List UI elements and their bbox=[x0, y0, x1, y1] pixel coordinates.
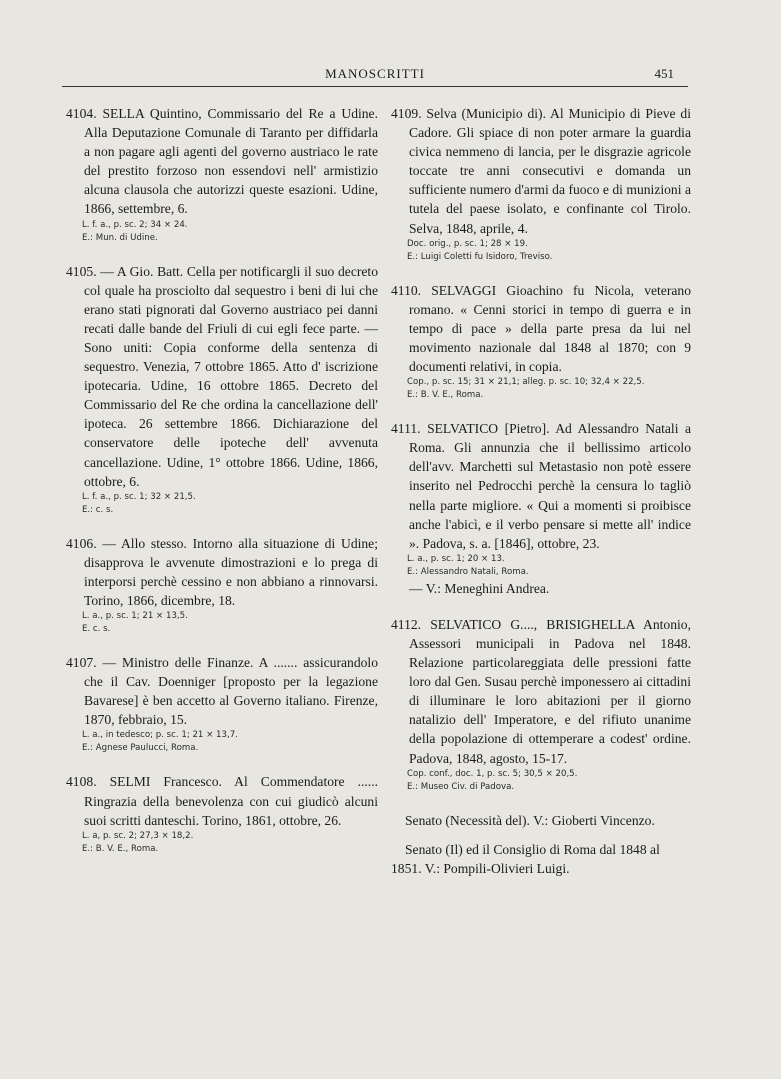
catalog-entry bbox=[66, 653, 378, 755]
catalog-entry bbox=[391, 615, 691, 794]
entry-text: 4110. SELVAGGI Gioachino fu Nicola, veterano romano. « Cenni storici in tempo di guerra e in tempo di pace » della parte presa da lui nel movimento nazionale dal 1848 al 1870; con 9 documenti relativi, in copia. bbox=[391, 282, 691, 375]
entry-text: 4107. — Ministro delle Finanze. A ....... assicurandolo che il Cav. Doenniger [proposto per la legazione Bavarese] è ben accetto al Governo italiano. Firenze, 1870, febbraio, 15. bbox=[66, 655, 378, 728]
catalog-entry bbox=[391, 281, 691, 402]
running-title: MANOSCRITTI bbox=[325, 66, 425, 81]
entry-text: 4109. Selva (Municipio di). Al Municipio di Pieve di Cadore. Gli spiace di non poter armare la guardia civica nemmeno di lancia, per le disgrazie agricole toccate tre anni consecutivi e domanda un sufficiente numero d'armi da fuoco e di munizioni a tutela del paese isolato, e confinante col Tirolo. Selva, 1848, aprile, 4. bbox=[391, 106, 691, 236]
entry-note: L. a., in tedesco; p. sc. 1; 21 × 13,7. bbox=[82, 730, 238, 741]
entry-text: 4108. SELMI Francesco. Al Commendatore ...... Ringrazia della benevolenza con cui giudicò alcuni suoi scritti danteschi. Torino, 1861, ottobre, 26. bbox=[66, 774, 378, 828]
catalog-entry bbox=[391, 419, 691, 598]
catalog-entry bbox=[66, 772, 378, 855]
cross-reference: Senato (Il) ed il Consiglio di Roma dal 1848 al 1851. V.: Pompili-Olivieri Luigi. bbox=[391, 841, 660, 876]
entry-note: Cop. conf., doc. 1, p. sc. 5; 30,5 × 20,5. bbox=[407, 768, 578, 779]
entry-text: 4106. — Allo stesso. Intorno alla situazione di Udine; disapprova le avvenute dimostrazioni e lo prega di interporsi perchè cessino e non abbiano a rinnovarsi. Torino, 1866, dicembre, 18. bbox=[66, 535, 378, 608]
entry-note: E.: Mun. di Udine. bbox=[82, 232, 158, 243]
entry-text: 4105. — A Gio. Batt. Cella per notificargli il suo decreto col quale ha prosciolto dal sequestro i beni di lui che erano stati pignorati dal Governo austriaco pei danni recati dalle bande del Friuli di cui egli fece parte. — Sono uniti: Copia conforme della sentenza di sequestro. Venezia, 7 ottobre 1865. Atto d' iscrizione ipotecaria. Udine, 16 ottobre 1865. Decreto del Commissario del Re che ordina la cancellazione dell' ipoteca. 26 settembre 1866. Dichiarazione del conservatore delle ipoteche dell' avvenuta cancellazione. Udine, 1° ottobre 1866. Udine, 1866, ottobre, 6. bbox=[66, 263, 378, 489]
entry-note: E.: B. V. E., Roma. bbox=[82, 843, 159, 854]
entry-note: E.: Agnese Paulucci, Roma. bbox=[82, 743, 199, 754]
entry-note: L. a, p. sc. 2; 27,3 × 18,2. bbox=[82, 830, 194, 841]
entry-note: Doc. orig., p. sc. 1; 28 × 19. bbox=[407, 238, 528, 249]
catalog-entry bbox=[66, 262, 378, 517]
entry-note: E. c. s. bbox=[82, 624, 111, 635]
entry-text: 4112. SELVATICO G...., BRISIGHELLA Antonio, Assessori municipali in Padova nel 1848. Relazione particolareggiata delle pressioni fatte loro dal Gen. Susau perchè imponessero ai cittadini di illuminare le loro abitazioni per il giorno natalizio dell' Imperatore, e del rifiuto unanime della popolazione di ottemperare a codest' ordine. Padova, 1848, agosto, 15-17. bbox=[391, 616, 691, 766]
right-column bbox=[391, 104, 691, 878]
entry-text: 4104. SELLA Quintino, Commissario del Re a Udine. Alla Deputazione Comunale di Taranto per diffidarla a non pagare agli agenti del governo austriaco le rate del prestito forzoso non essendovi nell' armistizio alcuna clausola che autorizzi queste esazioni. Udine, 1866, settembre, 6. bbox=[66, 106, 378, 217]
page-number: 451 bbox=[654, 66, 674, 81]
entry-note: E.: c. s. bbox=[82, 504, 114, 515]
entry-text: 4111. SELVATICO [Pietro]. Ad Alessandro Natali a Roma. Gli annunzia che il bellissimo articolo dell'avv. Marchetti sul Metastasio non potè essere inserito nel Pedrocchi perchè la censura lo tagliò nella parte migliore. « Qui a momenti si proibisce anche l'abicì, e il verbo pensare si mette all' indice ». Padova, s. a. [1846], ottobre, 23. bbox=[391, 421, 691, 551]
entry-note: E.: Alessandro Natali, Roma. bbox=[407, 566, 529, 577]
catalog-entry bbox=[391, 104, 691, 264]
entry-note: E.: Luigi Coletti fu Isidoro, Treviso. bbox=[407, 251, 553, 262]
cross-reference: Senato (Necessità del). V.: Gioberti Vincenzo. bbox=[405, 812, 655, 828]
entry-note: L. a., p. sc. 1; 21 × 13,5. bbox=[82, 611, 188, 622]
entry-note: L. f. a., p. sc. 1; 32 × 21,5. bbox=[82, 491, 196, 502]
entry-note: E.: Museo Civ. di Padova. bbox=[407, 781, 515, 792]
entry-note: L. f. a., p. sc. 2; 34 × 24. bbox=[82, 219, 188, 230]
entry-note: E.: B. V. E., Roma. bbox=[407, 390, 484, 401]
page-header bbox=[62, 64, 688, 87]
left-column bbox=[66, 104, 378, 873]
catalog-entry bbox=[66, 534, 378, 636]
cross-reference: — V.: Meneghini Andrea. bbox=[409, 580, 550, 596]
entry-note: Cop., p. sc. 15; 31 × 21,1; alleg. p. sc. 10; 32,4 × 22,5. bbox=[407, 377, 645, 388]
entry-note: L. a., p. sc. 1; 20 × 13. bbox=[407, 553, 505, 564]
catalog-entry bbox=[66, 104, 378, 245]
